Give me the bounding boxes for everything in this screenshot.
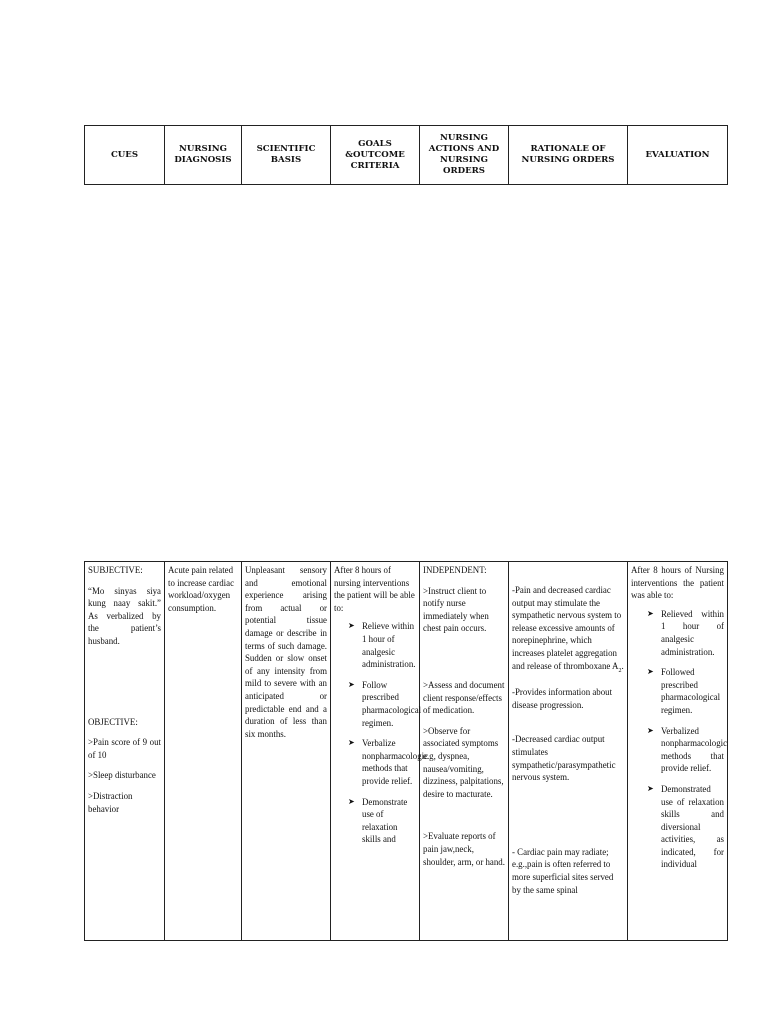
arrow-bullet-icon: ➤: [647, 725, 654, 735]
goals-list: [334, 620, 429, 846]
evaluation-item: ➤ Relieved within 1 hour of analgesic administration.: [647, 608, 724, 657]
header-scientific-basis: SCIENTIFIC BASIS: [242, 126, 331, 184]
goal-item: ➤ Demonstrate use of relaxation skills and: [348, 796, 408, 845]
action-item: >Evaluate reports of pain jaw,neck, shoulder, arm, or hand.: [423, 831, 505, 867]
arrow-bullet-icon: ➤: [348, 621, 355, 631]
rationale-item: -Decreased cardiac output stimulates sympathetic/parasympathetic nervous system.: [512, 734, 616, 783]
header-nursing-actions: NURSING ACTIONS AND NURSING ORDERS: [420, 126, 509, 184]
subjective-quote: “Mo sinyas siya kung naay sakit.” As verbalized by the patient’s husband.: [88, 585, 161, 646]
objective-item: >Distraction behavior: [88, 790, 133, 814]
header-table: [84, 125, 728, 185]
evaluation-list: [631, 608, 728, 871]
rationale-cell: [509, 562, 628, 940]
goals-intro: After 8 hours of nursing interventions the patient will be able to:: [334, 565, 415, 613]
cues-cell: [85, 562, 165, 940]
diagnosis-text: Acute pain related to increase cardiac workload/oxygen consumption.: [168, 565, 235, 613]
evaluation-item: ➤ Verbalized nonpharmacologic methods that provide relief.: [647, 725, 728, 774]
action-item: >Assess and document client response/effects of medication.: [423, 679, 505, 716]
evaluation-item: ➤ Demonstrated use of relaxation skills and diversional activities, as indicated, for individual: [647, 783, 724, 870]
action-item: >Observe for associated symptoms e.g, dyspnea, nausea/vomiting, dizziness, palpitations, desire to macturate.: [423, 725, 504, 799]
actions-cell: [420, 562, 509, 940]
objective-item: >Sleep disturbance: [88, 770, 156, 781]
goal-item: ➤ Relieve within 1 hour of analgesic administration.: [348, 621, 416, 670]
rationale-item: - Cardiac pain may radiate; e.g.,pain is often referred to more superficial sites served by the same spinal: [512, 846, 614, 895]
goal-item: ➤ Follow prescribed pharmacological regimen.: [348, 679, 422, 728]
arrow-bullet-icon: ➤: [647, 667, 654, 677]
care-plan-table: [84, 561, 728, 941]
scientific-basis-text: Unpleasant sensory and emotional experience arising from actual or potential tissue damage or describe in terms of such damage. Sudden or slow onset of any intensity from mild to severe with an anticipated or predictable end and a duration of less than six months.: [245, 565, 327, 739]
arrow-bullet-icon: ➤: [647, 608, 654, 618]
diagnosis-cell: [165, 562, 242, 940]
header-nursing-diagnosis: NURSING DIAGNOSIS: [165, 126, 242, 184]
objective-item: >Pain score of 9 out of 10: [88, 737, 161, 760]
scientific-basis-cell: [242, 562, 331, 940]
arrow-bullet-icon: ➤: [647, 783, 654, 793]
arrow-bullet-icon: ➤: [348, 796, 355, 806]
evaluation-cell: [628, 562, 727, 940]
rationale-item: -Pain and decreased cardiac output may stimulate the sympathetic nervous system to release excessive amounts of norepinephrine, which increases platelet aggregation and release of thromboxane $A_2$.: [512, 585, 624, 674]
header-goals: GOALS &OUTCOME CRITERIA: [331, 126, 420, 184]
goals-cell: [331, 562, 429, 940]
action-item: >Instruct client to notify nurse immediately when chest pain occurs.: [423, 585, 489, 634]
header-rationale: RATIONALE OF NURSING ORDERS: [509, 126, 628, 184]
arrow-bullet-icon: ➤: [348, 738, 355, 748]
objective-label: OBJECTIVE:: [88, 716, 138, 727]
evaluation-intro: After 8 hours of Nursing interventions the patient was able to:: [631, 565, 724, 601]
independent-label: INDEPENDENT:: [423, 565, 487, 575]
subjective-label: SUBJECTIVE:: [88, 565, 143, 575]
header-cues: CUES: [85, 126, 165, 184]
rationale-item: -Provides information about disease progression.: [512, 687, 613, 710]
goal-item: ➤ Verbalize nonpharmacologic methods that provide relief.: [348, 738, 429, 786]
evaluation-item: ➤ Followed prescribed pharmacological regimen.: [647, 667, 721, 715]
arrow-bullet-icon: ➤: [348, 679, 355, 689]
header-evaluation: EVALUATION: [645, 149, 710, 160]
